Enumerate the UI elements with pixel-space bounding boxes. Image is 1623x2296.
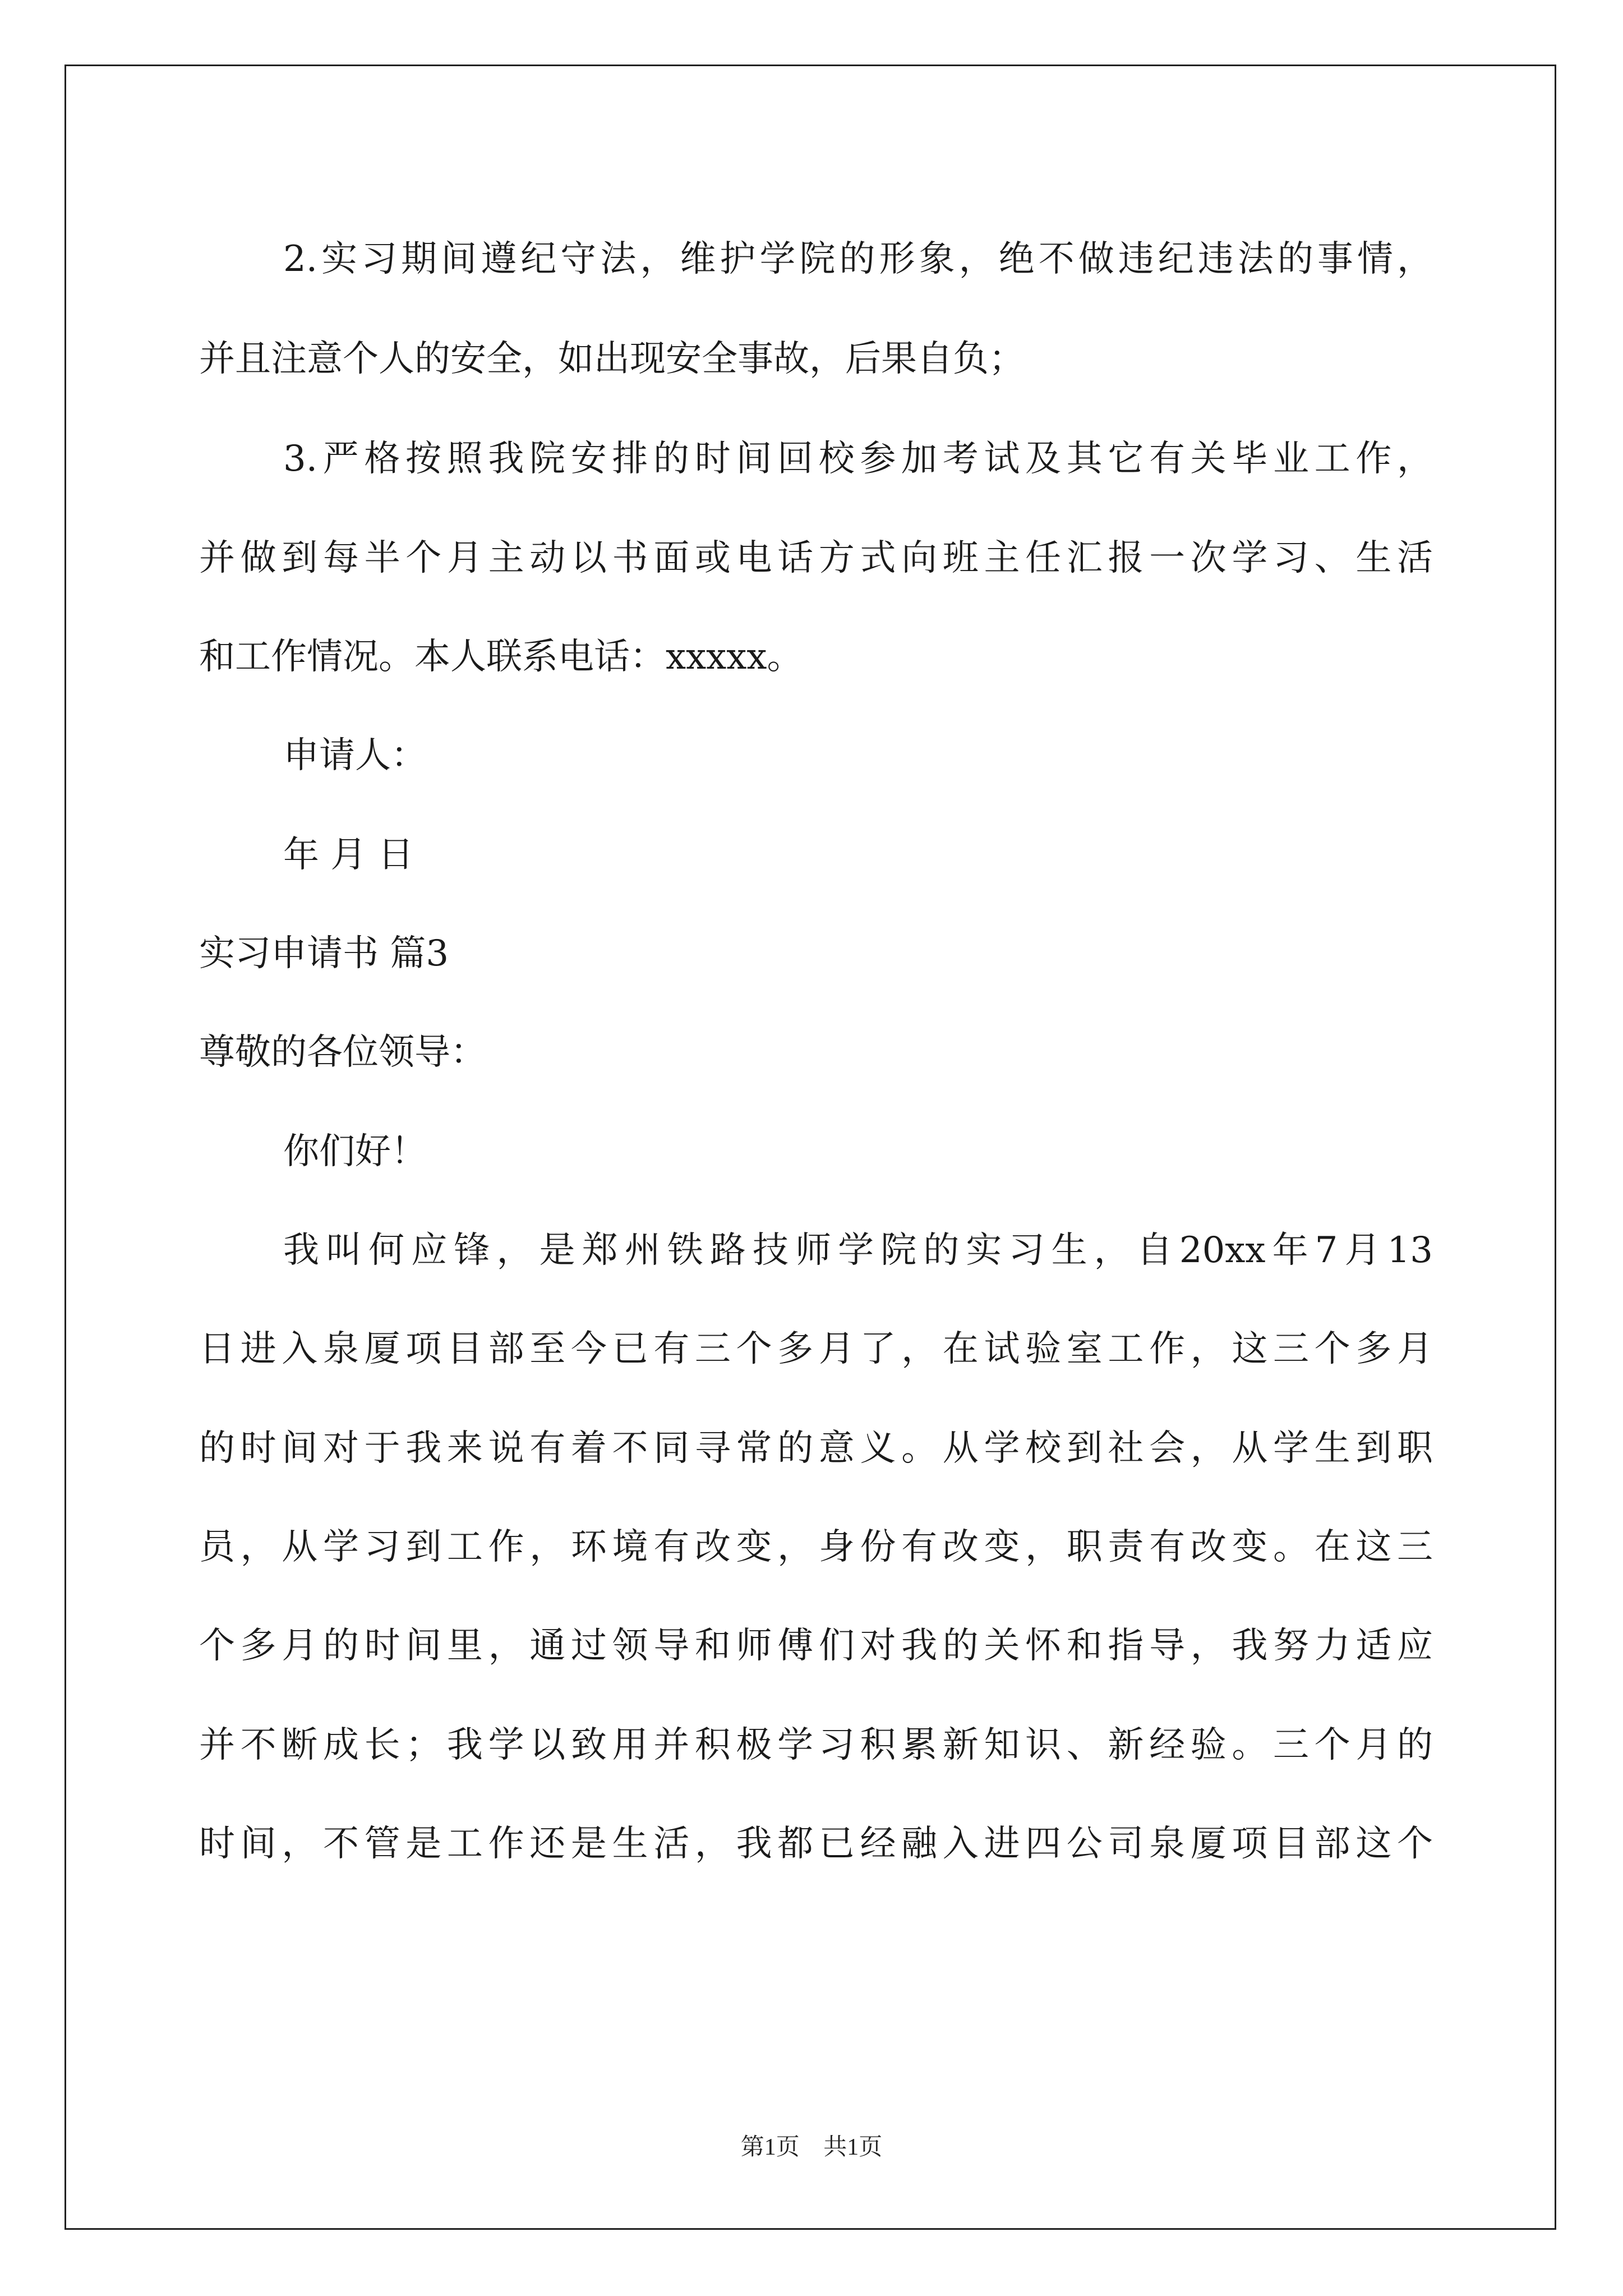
text-line: 3.严格按照我院安排的时间回校参加考试及其它有关毕业工作， bbox=[283, 438, 1433, 480]
page-footer bbox=[0, 2131, 1623, 2164]
text-line: 2.实习期间遵纪守法，维护学院的形象，绝不做违纪违法的事情， bbox=[283, 238, 1433, 280]
section-heading: 实习申请书 篇3 bbox=[199, 933, 449, 974]
applicant-line: 申请人： bbox=[283, 735, 427, 776]
text-line: 并不断成长；我学以致用并积极学习积累新知识、新经验。三个月的 bbox=[199, 1724, 1433, 1766]
date-line: 年 月 日 bbox=[283, 834, 414, 876]
text-line: 并做到每半个月主动以书面或电话方式向班主任汇报一次学习、生活 bbox=[199, 537, 1433, 579]
salutation: 尊敬的各位领导： bbox=[199, 1032, 486, 1073]
text-line: 日进入泉厦项目部至今已有三个多月了，在试验室工作，这三个多月 bbox=[199, 1328, 1433, 1370]
text-line: 个多月的时间里，通过领导和师傅们对我的关怀和指导，我努力适应 bbox=[199, 1625, 1433, 1667]
text-line: 的时间对于我来说有着不同寻常的意义。从学校到社会，从学生到职 bbox=[199, 1428, 1433, 1469]
text-line: 和工作情况。本人联系电话：xxxxx。 bbox=[199, 636, 803, 678]
text-line: 员，从学习到工作，环境有改变，身份有改变，职责有改变。在这三 bbox=[199, 1526, 1433, 1568]
greeting: 你们好！ bbox=[283, 1131, 427, 1172]
text-line: 我叫何应锋，是郑州铁路技师学院的实习生，自20xx年7月13 bbox=[283, 1230, 1433, 1271]
page-number: 第1页 bbox=[740, 2134, 800, 2160]
total-pages: 共1页 bbox=[823, 2134, 883, 2160]
text-line: 时间，不管是工作还是生活，我都已经融入进四公司泉厦项目部这个 bbox=[199, 1823, 1433, 1865]
text-line: 并且注意个人的安全，如出现安全事故，后果自负； bbox=[199, 338, 1025, 380]
